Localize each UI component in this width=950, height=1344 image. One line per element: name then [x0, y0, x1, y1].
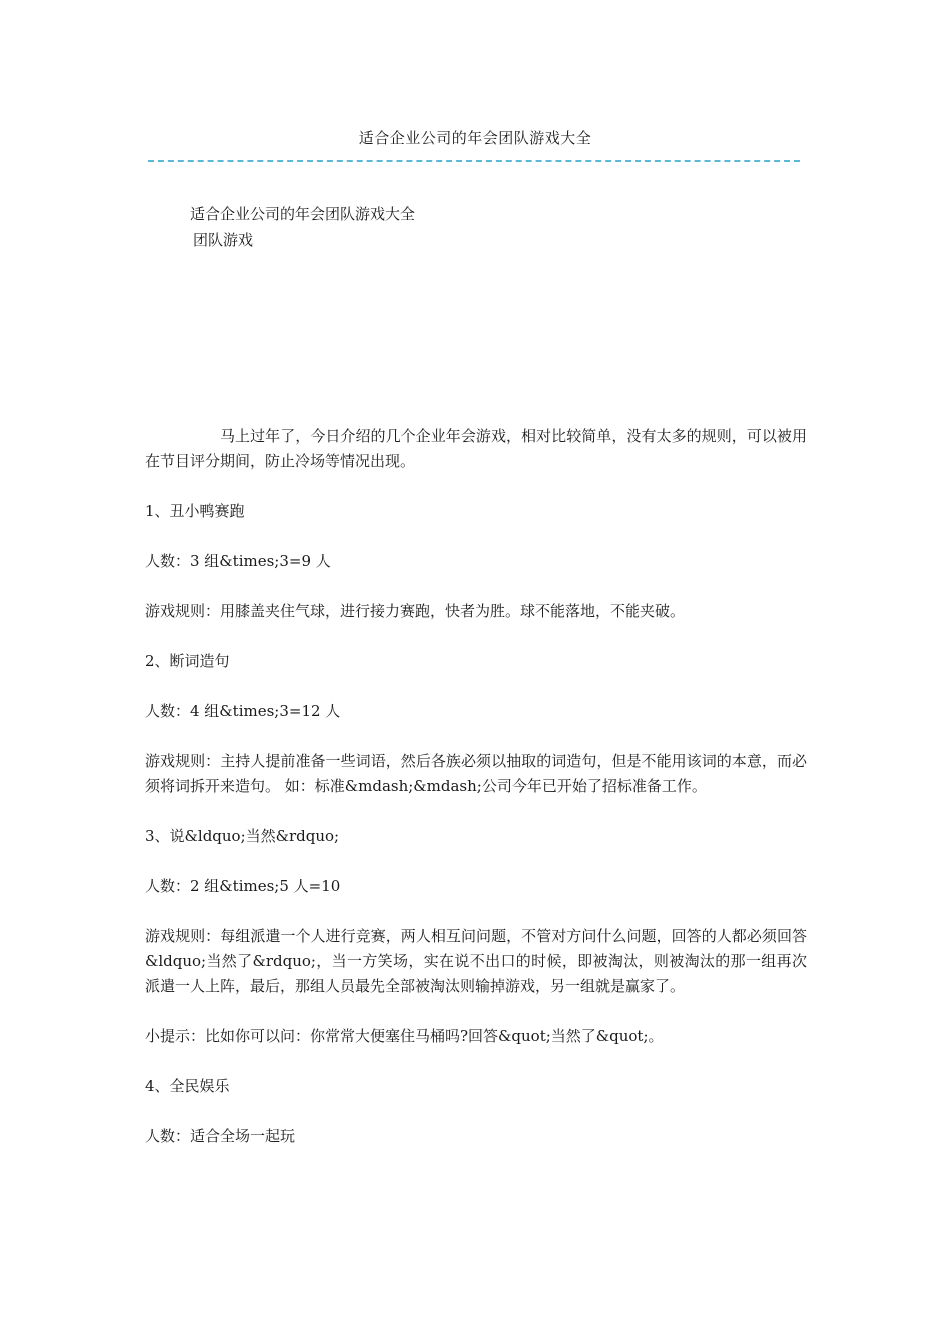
paragraph: 游戏规则：每组派遣一个人进行竞赛，两人相互问问题，不管对方问什么问题，回答的人都必须回答&ldquo;当然了&rdquo;，当一方笑场，实在说不出口的时候，即被淘汰，则被淘汰的那一组再次派遣一人上阵，最后，那组人员最先全部被淘汰则输掉游戏，另一组就是赢家了。 [145, 927, 807, 995]
header-divider [148, 160, 800, 162]
paragraph: 人数：3 组&times;3=9 人 [145, 552, 331, 570]
paragraph: 游戏规则：用膝盖夹住气球，进行接力赛跑，快者为胜。球不能落地，不能夹破。 [145, 602, 686, 620]
document-title: 适合企业公司的年会团队游戏大全 [190, 205, 416, 223]
paragraph: 人数：适合全场一起玩 [145, 1127, 296, 1145]
section-heading: 3、说&ldquo;当然&rdquo; [145, 827, 340, 845]
document-body [145, 424, 807, 1174]
paragraph: 游戏规则：主持人提前准备一些词语，然后各族必须以抽取的词造句，但是不能用该词的本意，而必须将词拆开来造句。 如：标准&mdash;&mdash;公司今年已开始了招标准备工作。 [145, 752, 807, 795]
section-heading: 1、丑小鸭赛跑 [145, 502, 245, 520]
section-heading: 2、断词造句 [145, 652, 230, 670]
paragraph: 人数：4 组&times;3=12 人 [145, 702, 341, 720]
paragraph: 人数：2 组&times;5 人=10 [145, 877, 341, 895]
document-subtitle: 团队游戏 [193, 231, 254, 249]
header-title: 适合企业公司的年会团队游戏大全 [358, 129, 592, 147]
paragraph: 小提示：比如你可以问：你常常大便塞住马桶吗?回答&quot;当然了&quot;。 [145, 1027, 664, 1045]
intro-paragraph: 马上过年了，今日介绍的几个企业年会游戏，相对比较简单，没有太多的规则，可以被用在节目评分期间，防止冷场等情况出现。 [145, 427, 807, 470]
section-heading: 4、全民娱乐 [145, 1077, 230, 1095]
